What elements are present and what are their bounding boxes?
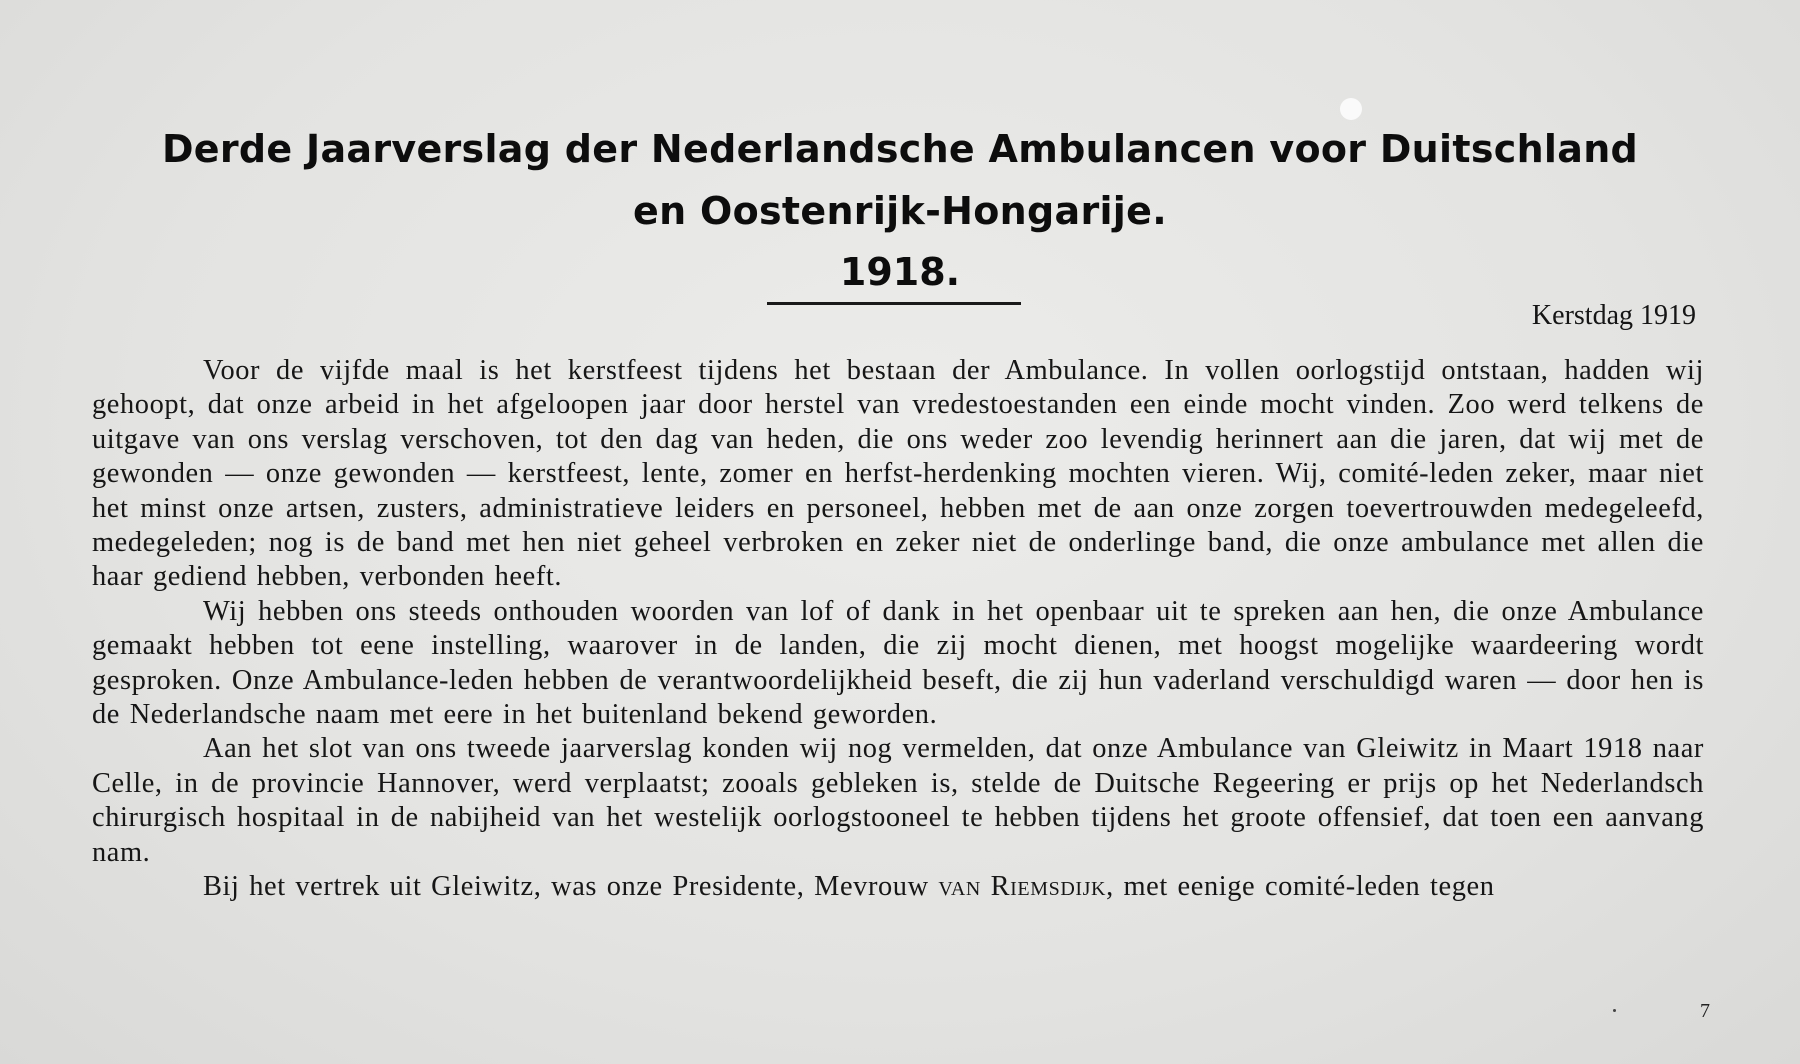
paragraph-last <box>92 870 1704 904</box>
paper-speck <box>1613 1009 1616 1012</box>
document-title <box>0 118 1800 302</box>
body-text <box>92 354 1704 905</box>
title-line-2: en Oostenrijk-Hongarije. <box>633 189 1167 233</box>
paragraph-last-end: , met eenige comité-leden tegen <box>1106 871 1495 903</box>
title-divider <box>767 302 1021 305</box>
paragraph-last-start: Bij het vertrek uit Gleiwitz, was onze Presidente, Mevrouw <box>203 871 939 903</box>
title-line-1: Derde Jaarverslag der Nederlandsche Ambulancen voor Duitschland <box>161 127 1639 171</box>
paragraph: Voor de vijfde maal is het kerstfeest tijdens het bestaan der Ambulance. In vollen oorlogstijd ontstaan, hadden wij gehoopt, dat onze arbeid in het afgeloopen jaar door herstel van vredestoestanden een einde mocht vinden. Zoo werd telkens de uitgave van ons verslag verschoven, tot den dag van heden, die ons weder zoo levendig herinnert aan die jaren, dat wij met de gewonden — onze gewonden — kerstfeest, lente, zomer en herfst-herdenking mochten vieren. Wij, comité-leden zeker, maar niet het minst onze artsen, zusters, administratieve leiders en personeel, hebben met de aan onze zorgen toevertrouwden medegeleefd, medegeleden; nog is de band met hen niet geheel verbroken en zeker niet de onderlinge band, die onze ambulance met allen die haar gediend hebben, verbonden heeft. <box>92 355 1704 593</box>
paper-speck <box>1340 98 1362 120</box>
document-date: Kerstdag 1919 <box>1531 300 1696 331</box>
page-number: 7 <box>1700 1000 1710 1022</box>
person-name: van Riemsdijk <box>938 871 1107 903</box>
paragraph: Aan het slot van ons tweede jaarverslag konden wij nog vermelden, dat onze Ambulance van Gleiwitz in Maart 1918 naar Celle, in de provincie Hannover, werd verplaatst; zooals gebleken is, stelde de Duitsche Regeering er prijs op het Nederlandsch chirurgisch hospitaal in de nabijheid van het westelijk oorlogstooneel te hebben tijdens het groote offensief, dat toen een aanvang nam. <box>92 733 1704 868</box>
paragraph: Wij hebben ons steeds onthouden woorden van lof of dank in het openbaar uit te spreken aan hen, die onze Ambulance gemaakt hebben tot eene instelling, waarover in de landen, die zij mocht dienen, met hoogst mogelijke waardeering wordt gesproken. Onze Ambulance-leden hebben de verantwoordelijkheid beseft, die zij hun vaderland verschuldigd waren — door hen is de Nederlandsche naam met eere in het buitenland bekend geworden. <box>92 595 1704 731</box>
title-year: 1918. <box>839 250 961 294</box>
